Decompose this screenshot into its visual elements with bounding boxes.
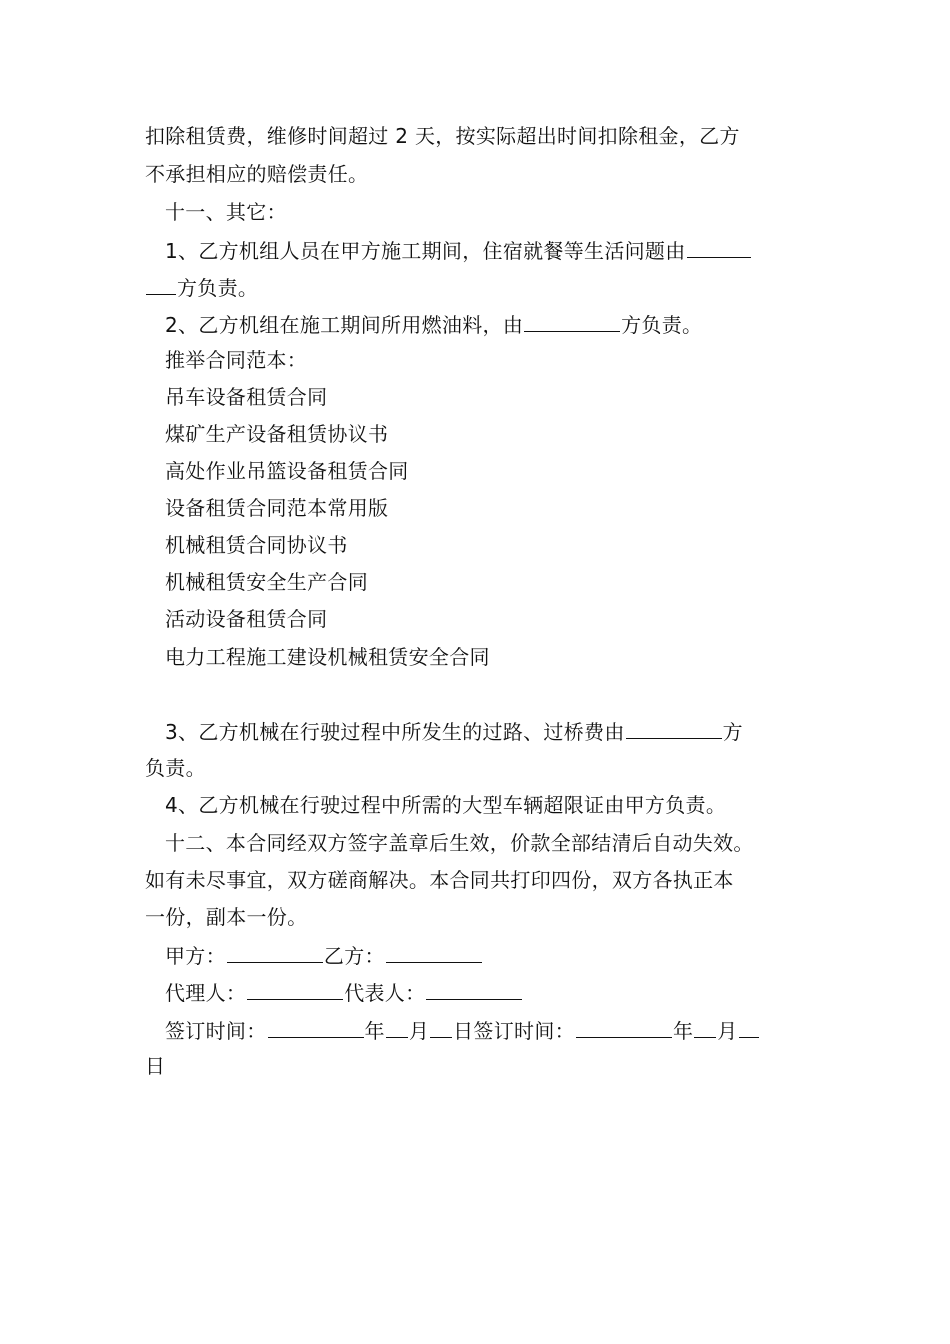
text[interactable]: 设备租赁合同范本常用版	[165, 496, 389, 520]
text: 4、乙方机械在行驶过程中所需的大型车辆超限证由甲方负责。	[165, 793, 727, 817]
text[interactable]: 活动设备租赁合同	[165, 607, 328, 631]
party-b-label: 乙方：	[323, 944, 385, 968]
text: 2、乙方机组在施工期间所用燃油料，由	[165, 313, 524, 337]
party-a-field[interactable]	[227, 940, 323, 963]
text: 扣除租赁费，维修时间超过 2 天，按实际超出时间扣除租金，乙方	[145, 124, 740, 148]
text: 方	[722, 720, 743, 744]
clause-4	[165, 791, 845, 819]
paragraph-line	[145, 866, 825, 894]
text: 1、乙方机组人员在甲方施工期间，住宿就餐等生活问题由	[165, 239, 686, 263]
clause-2	[165, 309, 845, 339]
text: 推举合同范本：	[165, 348, 308, 372]
clause-1-cont	[145, 272, 825, 302]
text: 不承担相应的赔偿责任。	[145, 162, 369, 186]
representative-field[interactable]	[426, 977, 522, 1000]
agent-signature-line	[165, 977, 845, 1007]
text: 十一、其它：	[165, 200, 287, 224]
party-signature-line	[165, 940, 845, 970]
year-field[interactable]	[576, 1015, 672, 1038]
text: 日签订时间：	[453, 1019, 575, 1043]
clause-1	[165, 235, 845, 265]
clause-3-cont	[145, 754, 825, 782]
recommend-link[interactable]	[165, 383, 845, 411]
fill-blank[interactable]	[524, 309, 620, 332]
recommend-link[interactable]	[165, 457, 845, 485]
text: 月	[408, 1019, 430, 1043]
text: 日	[145, 1054, 166, 1078]
recommend-link[interactable]	[165, 643, 845, 671]
recommend-link[interactable]	[165, 420, 845, 448]
fill-blank[interactable]	[146, 272, 176, 295]
party-b-field[interactable]	[386, 940, 482, 963]
text[interactable]: 机械租赁安全生产合同	[165, 570, 368, 594]
sign-date-line	[165, 1015, 845, 1045]
text[interactable]: 高处作业吊篮设备租赁合同	[165, 459, 409, 483]
text: 如有未尽事宜，双方磋商解决。本合同共打印四份，双方各执正本	[145, 868, 734, 892]
text: 一份，副本一份。	[145, 905, 308, 929]
paragraph-line	[145, 122, 825, 150]
agent-label: 代理人：	[165, 981, 247, 1005]
text: 3、乙方机械在行驶过程中所发生的过路、过桥费由	[165, 720, 625, 744]
day-field[interactable]	[430, 1015, 452, 1038]
text[interactable]: 电力工程施工建设机械租赁安全合同	[165, 645, 490, 669]
text: 年	[364, 1019, 385, 1043]
text: 月	[717, 1019, 738, 1043]
recommend-heading	[165, 346, 845, 374]
text: 年	[672, 1019, 694, 1043]
sign-date-label: 签订时间：	[165, 1019, 267, 1043]
text: 十二、本合同经双方签字盖章后生效，价款全部结清后自动失效。	[165, 831, 754, 855]
sign-date-cont	[145, 1052, 825, 1080]
text: 负责。	[145, 756, 206, 780]
paragraph-line	[145, 903, 825, 931]
agent-field[interactable]	[247, 977, 343, 1000]
representative-label: 代表人：	[344, 981, 426, 1005]
party-a-label: 甲方：	[165, 944, 226, 968]
paragraph-line	[145, 160, 825, 188]
text[interactable]: 煤矿生产设备租赁协议书	[165, 422, 389, 446]
year-field[interactable]	[268, 1015, 364, 1038]
recommend-link[interactable]	[165, 568, 845, 596]
section-twelve	[165, 829, 845, 857]
recommend-link[interactable]	[165, 531, 845, 559]
day-field[interactable]	[739, 1015, 759, 1038]
month-field[interactable]	[386, 1015, 408, 1038]
fill-blank[interactable]	[626, 716, 722, 739]
recommend-link[interactable]	[165, 494, 845, 522]
month-field[interactable]	[694, 1015, 716, 1038]
text[interactable]: 机械租赁合同协议书	[165, 533, 348, 557]
text: 方负责。	[177, 276, 259, 300]
text[interactable]: 吊车设备租赁合同	[165, 385, 328, 409]
fill-blank[interactable]	[687, 235, 751, 258]
text: 方负责。	[621, 313, 703, 337]
recommend-link[interactable]	[165, 605, 845, 633]
section-heading	[165, 198, 845, 226]
clause-3	[165, 716, 845, 746]
